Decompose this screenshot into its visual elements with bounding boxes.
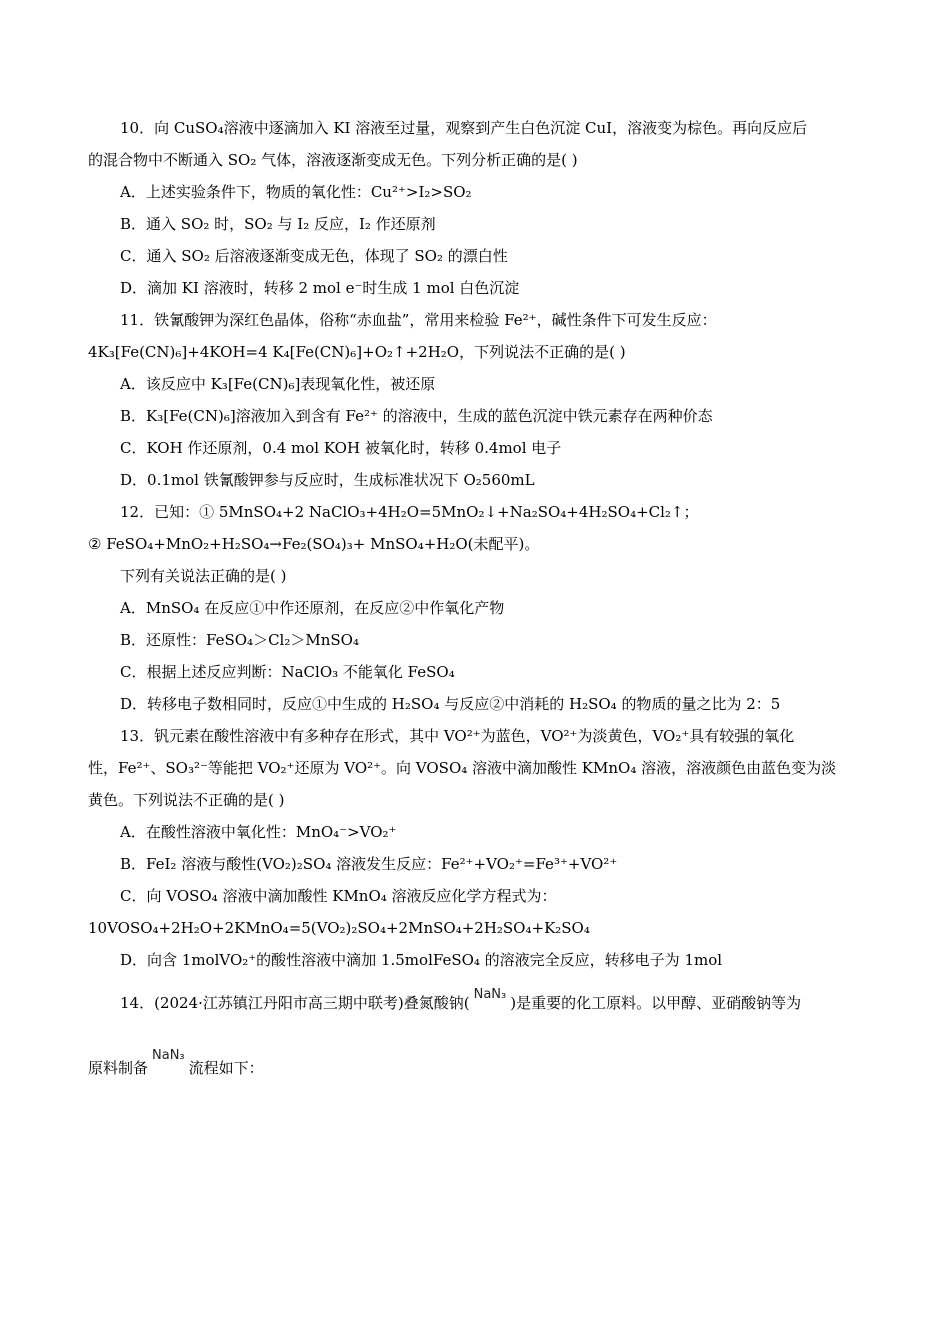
q12-stem-line-3: 下列有关说法正确的是( ) xyxy=(120,567,287,585)
q13-stem-line-2: 性，Fe²⁺、SO₃²⁻等能把 VO₂⁺还原为 VO²⁺。向 VOSO₄ 溶液中滴加酸性 KMnO₄ 溶液，溶液颜色由蓝色变为淡 xyxy=(88,759,837,777)
q13-option-c-equation: 10VOSO₄+2H₂O+2KMnO₄=5(VO₂)₂SO₄+2MnSO₄+2H₂SO₄+K₂SO₄ xyxy=(88,919,590,937)
q10-option-b: B．通入 SO₂ 时，SO₂ 与 I₂ 反应，I₂ 作还原剂 xyxy=(120,215,436,233)
q10-stem-line-1: 10．向 CuSO₄溶液中逐滴加入 KI 溶液至过量，观察到产生白色沉淀 CuI，溶液变为棕色。再向反应后 xyxy=(120,119,808,137)
q14-stem-line-1 xyxy=(120,987,802,1015)
q11-stem-line-2: 4K₃[Fe(CN)₆]+4KOH=4 K₄[Fe(CN)₆]+O₂↑+2H₂O，下列说法不正确的是( ) xyxy=(88,343,626,361)
q11-stem-line-1: 11．铁氰酸钾为深红色晶体，俗称“赤血盐”，常用来检验 Fe²⁺，碱性条件下可发生反应： xyxy=(120,311,717,329)
q11-option-d: D．0.1mol 铁氰酸钾参与反应时，生成标准状况下 O₂560mL xyxy=(120,471,535,489)
q14-stem-part-3: 原料制备 xyxy=(88,1059,149,1077)
q12-option-c: C．根据上述反应判断：NaClO₃ 不能氧化 FeSO₄ xyxy=(120,663,455,681)
q10-option-d: D．滴加 KI 溶液时，转移 2 mol e⁻时生成 1 mol 白色沉淀 xyxy=(120,279,520,297)
q12-option-d: D．转移电子数相同时，反应①中生成的 H₂SO₄ 与反应②中消耗的 H₂SO₄ 的物质的量之比为 2：5 xyxy=(120,695,781,713)
q10-option-c: C．通入 SO₂ 后溶液逐渐变成无色，体现了 SO₂ 的漂白性 xyxy=(120,247,508,265)
q13-stem-line-3: 黄色。下列说法不正确的是( ) xyxy=(88,791,285,809)
q11-option-c: C．KOH 作还原剂，0.4 mol KOH 被氧化时，转移 0.4mol 电子 xyxy=(120,439,562,457)
q14-formula-inline: NaN₃ xyxy=(473,987,507,1002)
q14-stem-part-4: 流程如下： xyxy=(188,1059,264,1077)
q14-stem-line-2 xyxy=(88,1048,264,1080)
q13-option-a: A．在酸性溶液中氧化性：MnO₄⁻>VO₂⁺ xyxy=(120,823,397,841)
q14-stem-part-2: )是重要的化工原料。以甲醇、亚硝酸钠等为 xyxy=(510,994,802,1012)
q11-option-a: A．该反应中 K₃[Fe(CN)₆]表现氧化性，被还原 xyxy=(120,375,436,393)
q12-stem-line-1: 12．已知：① 5MnSO₄+2 NaClO₃+4H₂O=5MnO₂↓+Na₂SO₄+4H₂SO₄+Cl₂↑； xyxy=(120,503,699,521)
q10-stem-line-2: 的混合物中不断通入 SO₂ 气体，溶液逐渐变成无色。下列分析正确的是( ) xyxy=(88,151,578,169)
q12-option-b: B．还原性：FeSO₄＞Cl₂＞MnSO₄ xyxy=(120,631,359,649)
q10-option-a: A．上述实验条件下，物质的氧化性：Cu²⁺>I₂>SO₂ xyxy=(120,183,472,201)
q14-formula-inline-2: NaN₃ xyxy=(152,1048,185,1063)
q13-option-c: C．向 VOSO₄ 溶液中滴加酸性 KMnO₄ 溶液反应化学方程式为： xyxy=(120,887,557,905)
q13-option-d: D．向含 1molVO₂⁺的酸性溶液中滴加 1.5molFeSO₄ 的溶液完全反应，转移电子为 1mol xyxy=(120,951,723,969)
q13-option-b: B．FeI₂ 溶液与酸性(VO₂)₂SO₄ 溶液发生反应：Fe²⁺+VO₂⁺=Fe³⁺+VO²⁺ xyxy=(120,855,618,873)
q12-option-a: A．MnSO₄ 在反应①中作还原剂，在反应②中作氧化产物 xyxy=(120,599,505,617)
q13-stem-line-1: 13．钒元素在酸性溶液中有多种存在形式，其中 VO²⁺为蓝色，VO²⁺为淡黄色，VO₂⁺具有较强的氧化 xyxy=(120,727,795,745)
q14-stem-part-1: 14．(2024·江苏镇江丹阳市高三期中联考)叠氮酸钠( xyxy=(120,994,470,1012)
q12-stem-line-2: ② FeSO₄+MnO₂+H₂SO₄→Fe₂(SO₄)₃+ MnSO₄+H₂O(未配平)。 xyxy=(88,535,540,553)
q11-option-b: B．K₃[Fe(CN)₆]溶液加入到含有 Fe²⁺ 的溶液中，生成的蓝色沉淀中铁元素存在两种价态 xyxy=(120,407,713,425)
